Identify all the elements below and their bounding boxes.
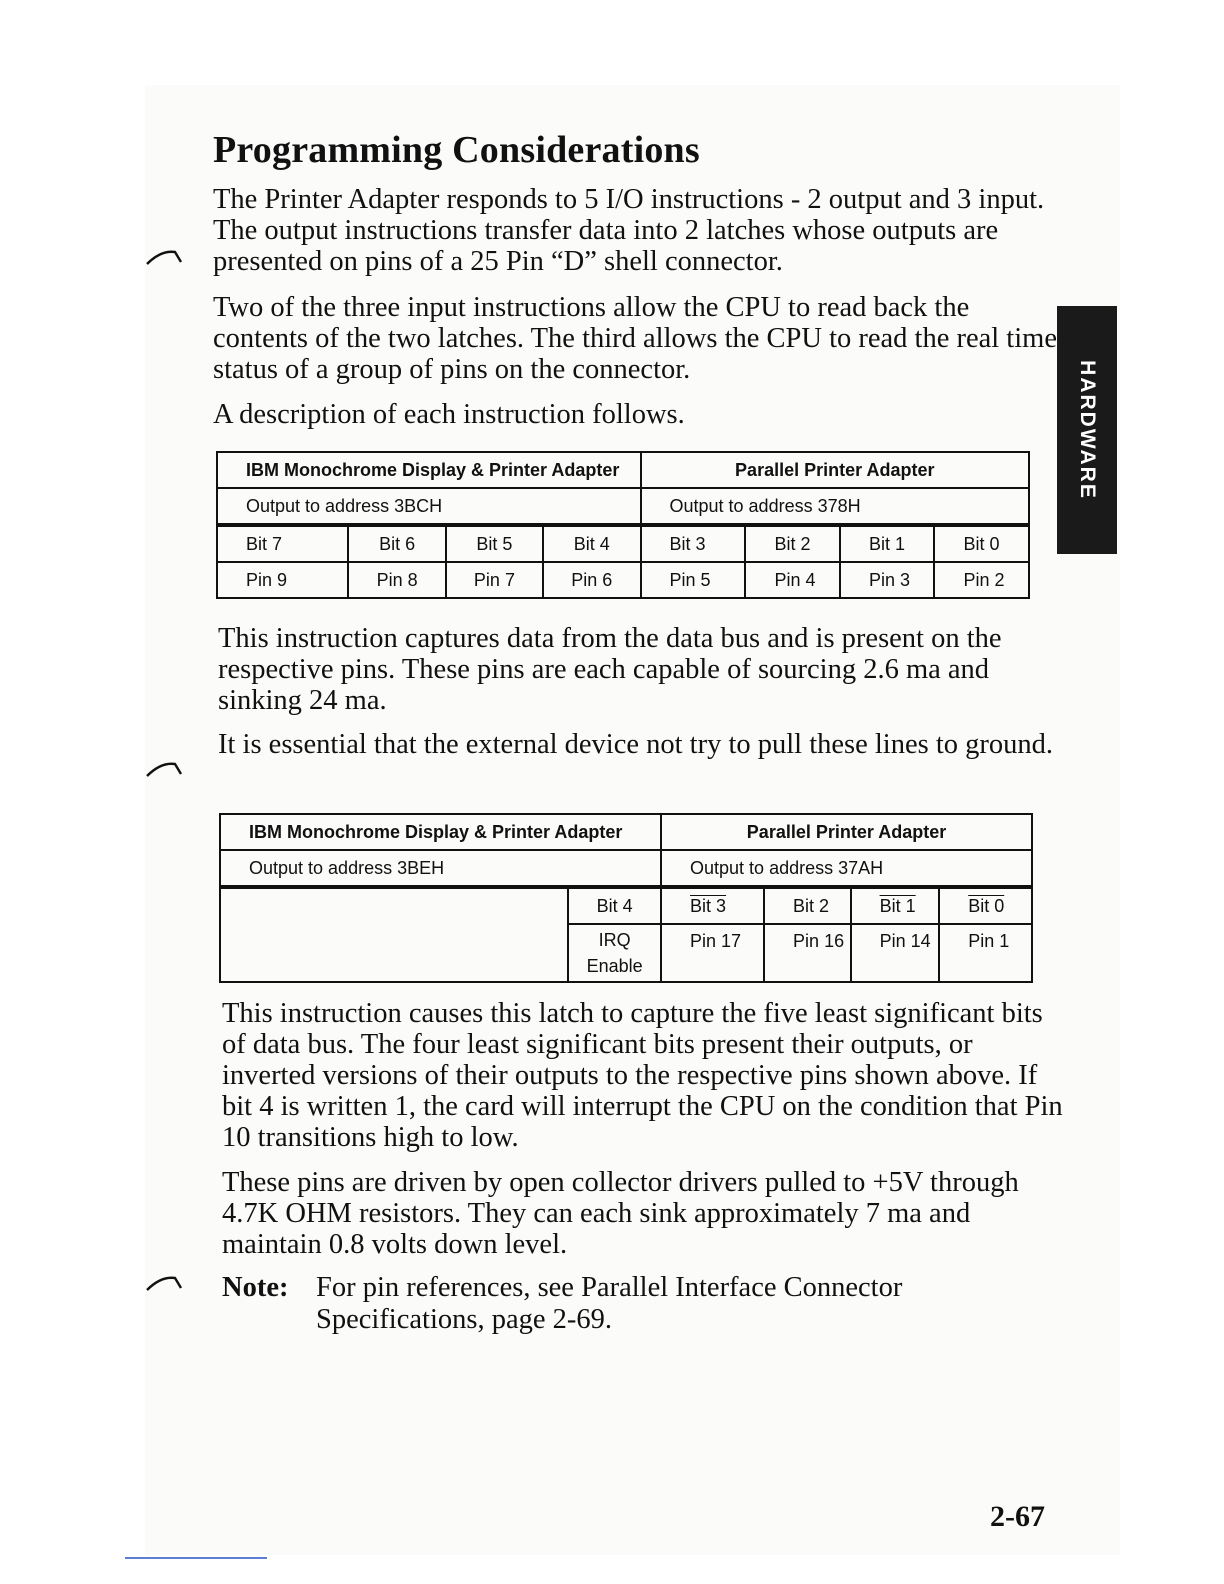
note-text: For pin references, see Parallel Interface Connector Specifications, page 2-69. <box>316 1272 903 1335</box>
table-cell: Pin 6 <box>543 562 640 598</box>
margin-mark <box>145 246 195 266</box>
paragraph-intro: The Printer Adapter responds to 5 I/O instructions - 2 output and 3 input. The output instructions transfer data into 2 latches whose outputs are presented on pins of a 25 Pin “D” shell connector. <box>213 184 1045 277</box>
table-cell: Bit 3 <box>641 525 746 562</box>
margin-mark <box>145 1272 195 1292</box>
page-title: Programming Considerations <box>213 129 700 171</box>
table-header-row <box>220 814 1032 850</box>
inverted-bit-label: Bit 1 <box>879 895 916 916</box>
irq-label: IRQ <box>598 930 631 950</box>
section-tab-label: HARDWARE <box>1076 360 1099 500</box>
table-cell: Pin 14 <box>851 924 940 982</box>
enable-label: Enable <box>586 956 643 976</box>
table-cell: Pin 5 <box>641 562 746 598</box>
table-cell: Pin 17 <box>661 924 764 982</box>
paragraph-data-capture: This instruction captures data from the data bus and is present on the respective pins. These pins are each capable of sourcing 2.6 ma and sinking 24 ma. <box>218 623 1002 716</box>
table-bit-row <box>220 887 1032 924</box>
table-cell: Bit 5 <box>446 525 543 562</box>
table-cell: Pin 7 <box>446 562 543 598</box>
table-cell: Pin 1 <box>939 924 1032 982</box>
inverted-bit-label: Bit 3 <box>690 895 727 916</box>
table-cell: Bit 2 <box>745 525 839 562</box>
table-address-parallel: Output to address 378H <box>641 488 1030 525</box>
table-address-row <box>220 850 1032 887</box>
table-cell <box>661 887 764 924</box>
table-cell: Bit 0 <box>934 525 1029 562</box>
table-cell: Bit 6 <box>348 525 445 562</box>
inverted-bit-label: Bit 0 <box>968 895 1005 916</box>
table-cell: Bit 4 <box>568 887 661 924</box>
table-header-parallel: Parallel Printer Adapter <box>641 452 1030 488</box>
table-empty-cell <box>220 887 568 982</box>
output-latch-table-1 <box>216 451 1030 599</box>
table-address-parallel: Output to address 37AH <box>661 850 1032 887</box>
footer-line <box>125 1557 267 1559</box>
table-cell: Bit 7 <box>217 525 348 562</box>
table-cell: Pin 3 <box>840 562 934 598</box>
table-cell: Pin 4 <box>745 562 839 598</box>
paragraph-description-follows: A description of each instruction follows. <box>213 399 685 430</box>
table-pin-row <box>217 562 1029 598</box>
table-bit-row <box>217 525 1029 562</box>
table-address-monochrome: Output to address 3BCH <box>217 488 641 525</box>
table-cell <box>939 887 1032 924</box>
table-cell: Pin 16 <box>764 924 851 982</box>
table-cell: Bit 1 <box>840 525 934 562</box>
table-header-monochrome: IBM Monochrome Display & Printer Adapter <box>217 452 641 488</box>
note-label: Note: <box>222 1272 289 1303</box>
table-header-monochrome: IBM Monochrome Display & Printer Adapter <box>220 814 661 850</box>
table-cell: Pin 2 <box>934 562 1029 598</box>
table-address-monochrome: Output to address 3BEH <box>220 850 661 887</box>
table-cell: Pin 9 <box>217 562 348 598</box>
paragraph-open-collector: These pins are driven by open collector drivers pulled to +5V through 4.7K OHM resistors. They can each sink approximately 7 ma and maintain 0.8 volts down level. <box>222 1167 1019 1260</box>
table-header-parallel: Parallel Printer Adapter <box>661 814 1032 850</box>
margin-mark <box>145 758 195 778</box>
table-cell: Bit 4 <box>543 525 640 562</box>
section-tab <box>1057 306 1117 554</box>
output-latch-table-2 <box>219 813 1033 983</box>
table-cell: Bit 2 <box>764 887 851 924</box>
paragraph-latch-capture: This instruction causes this latch to capture the five least significant bits of data bus. The four least significant bits present their outputs, or inverted versions of their outputs to the respective pins shown above. If bit 4 is written 1, the card will interrupt the CPU on the condition that Pin 10 transitions high to low. <box>222 998 1063 1153</box>
table-cell: Pin 8 <box>348 562 445 598</box>
table-cell <box>851 887 940 924</box>
table-header-row <box>217 452 1029 488</box>
table-address-row <box>217 488 1029 525</box>
page-number: 2-67 <box>990 1500 1045 1533</box>
paragraph-input-instructions: Two of the three input instructions allow the CPU to read back the contents of the two latches. The third allows the CPU to read the real time status of a group of pins on the connector. <box>213 292 1057 385</box>
paragraph-ground-warning: It is essential that the external device not try to pull these lines to ground. <box>218 729 1054 760</box>
table-cell-irq-enable <box>568 924 661 982</box>
